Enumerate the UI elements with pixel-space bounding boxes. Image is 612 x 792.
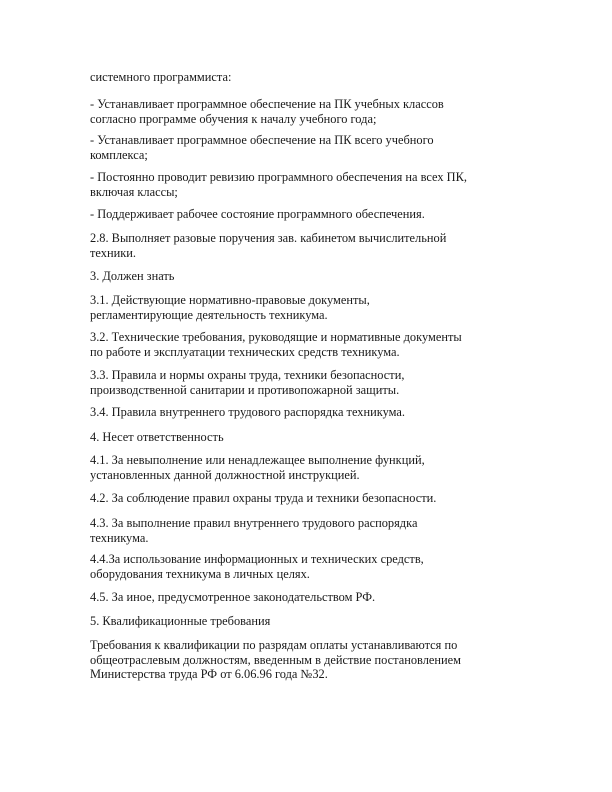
text-line: 4.2. За соблюдение правил охраны труда и техники безопасности. <box>90 491 437 505</box>
text-line: системного программиста: <box>90 70 232 84</box>
text-line: 3.1. Действующие нормативно-правовые документы, <box>90 293 370 307</box>
text-line: 4.4.За использование информационных и технических средств, <box>90 552 424 566</box>
paragraph-4-5 <box>90 590 530 605</box>
text-line: 5. Квалификационные требования <box>90 614 271 628</box>
text-line: техники. <box>90 245 136 260</box>
text-line: - Поддерживает рабочее состояние программного обеспечения. <box>90 207 425 221</box>
paragraph-maintain <box>90 207 530 222</box>
text-line: включая классы; <box>90 184 178 199</box>
text-line: установленных данной должностной инструкцией. <box>90 467 360 482</box>
section-heading-4 <box>90 430 530 445</box>
paragraph-install-complex <box>90 133 530 162</box>
text-line: Министерства труда РФ от 6.06.96 года №32. <box>90 667 328 681</box>
paragraph-4-4 <box>90 552 530 581</box>
text-line: 3. Должен знать <box>90 269 175 283</box>
text-line: комплекса; <box>90 147 148 162</box>
text-line: 3.4. Правила внутреннего трудового распорядка техникума. <box>90 405 405 419</box>
paragraph-4-3 <box>90 516 530 545</box>
text-line: 2.8. Выполняет разовые поручения зав. кабинетом вычислительной <box>90 231 447 245</box>
text-line: техникума. <box>90 530 149 545</box>
paragraph-3-1 <box>90 293 530 322</box>
paragraph-3-3 <box>90 368 530 397</box>
paragraph-2-8 <box>90 231 530 260</box>
text-line: общеотраслевым должностям, введенным в действие постановлением <box>90 652 461 667</box>
text-line: по работе и эксплуатации технических средств техникума. <box>90 344 400 359</box>
section-heading-5 <box>90 614 530 629</box>
paragraph-audit <box>90 170 530 199</box>
text-line: 4.1. За невыполнение или ненадлежащее выполнение функций, <box>90 453 425 467</box>
text-line: Требования к квалификации по разрядам оплаты устанавливаются по <box>90 638 458 652</box>
paragraph-4-1 <box>90 453 530 482</box>
paragraph-4-2 <box>90 491 530 506</box>
text-line: - Устанавливает программное обеспечение на ПК учебных классов <box>90 97 444 111</box>
text-line: 3.3. Правила и нормы охраны труда, техники безопасности, <box>90 368 405 382</box>
paragraph-3-4 <box>90 405 530 420</box>
text-line: производственной санитарии и противопожарной защиты. <box>90 382 400 397</box>
section-heading-3 <box>90 269 530 284</box>
text-line: 4.3. За выполнение правил внутреннего трудового распорядка <box>90 516 418 530</box>
text-line: регламентирующие деятельность техникума. <box>90 307 328 322</box>
text-line: согласно программе обучения к началу учебного года; <box>90 111 377 126</box>
text-line: 3.2. Технические требования, руководящие и нормативные документы <box>90 330 462 344</box>
text-line: - Устанавливает программное обеспечение на ПК всего учебного <box>90 133 434 147</box>
paragraph-3-2 <box>90 330 530 359</box>
paragraph-qualification <box>90 638 530 682</box>
text-line: 4.5. За иное, предусмотренное законодательством РФ. <box>90 590 376 604</box>
text-line: оборудования техникума в личных целях. <box>90 566 310 581</box>
text-line: 4. Несет ответственность <box>90 430 224 444</box>
paragraph-install-classes <box>90 97 530 126</box>
paragraph-intro <box>90 70 530 85</box>
text-line: - Постоянно проводит ревизию программного обеспечения на всех ПК, <box>90 170 467 184</box>
